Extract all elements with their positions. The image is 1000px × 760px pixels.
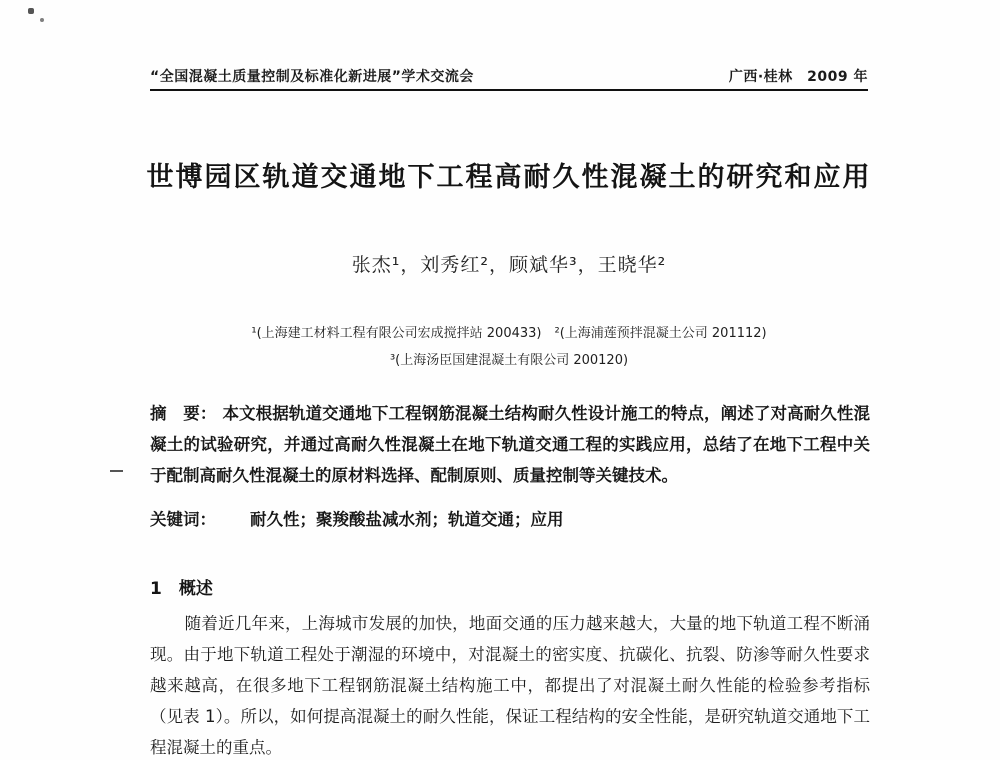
authors-line: 张杰¹，刘秀红²，顾斌华³，王晓华²: [351, 254, 667, 276]
abstract-paragraph: [150, 398, 870, 491]
page-header: [150, 66, 868, 86]
header-divider-line: [150, 89, 868, 91]
abstract-label: 摘 要：: [150, 404, 217, 423]
section-1-paragraph: 随着近几年来，上海城市发展的加快，地面交通的压力越来越大，大量的地下轨道工程不断涌现。由于地下轨道工程处于潮湿的环境中，对混凝土的密实度、抗碳化、抗裂、防渗等耐久性要求越来越高，在很多地下工程钢筋混凝土结构施工中，都提出了对混凝土耐久性能的检验参考指标（见表 1）。所以，如何提高混凝土的耐久性能，保证工程结构的安全性能，是研究轨道交通地下工程混凝土的重点。: [150, 614, 870, 757]
keywords-line: [150, 506, 870, 530]
scan-artifact-dot: [28, 8, 34, 14]
scan-artifact-dash: [110, 470, 123, 472]
affiliation-line-2: ³(上海汤臣国建混凝土有限公司 200120): [389, 353, 629, 368]
affiliations-block: [150, 320, 868, 374]
conference-location-year: 广西·桂林 2009 年: [728, 69, 868, 85]
paper-title: 世博园区轨道交通地下工程高耐久性混凝土的研究和应用: [146, 162, 872, 193]
keywords-text: 耐久性；聚羧酸盐减水剂；轨道交通；应用: [250, 510, 564, 529]
abstract-text: 本文根据轨道交通地下工程钢筋混凝土结构耐久性设计施工的特点，阐述了对高耐久性混凝土的试验研究，并通过高耐久性混凝土在地下轨道交通工程的实践应用，总结了在地下工程中关于配制高耐久性混凝土的原材料选择、配制原则、质量控制等关键技术。: [150, 404, 871, 485]
keywords-label: 关键词：: [150, 510, 216, 529]
section-1-heading: 1 概述: [150, 579, 213, 599]
scan-artifact-dot-small: [40, 18, 44, 22]
conference-name: “全国混凝土质量控制及标准化新进展”学术交流会: [150, 69, 474, 85]
affiliation-line-1: ¹(上海建工材料工程有限公司宏成搅拌站 200433) ²(上海浦莲预拌混凝土公司 201112): [251, 326, 767, 341]
